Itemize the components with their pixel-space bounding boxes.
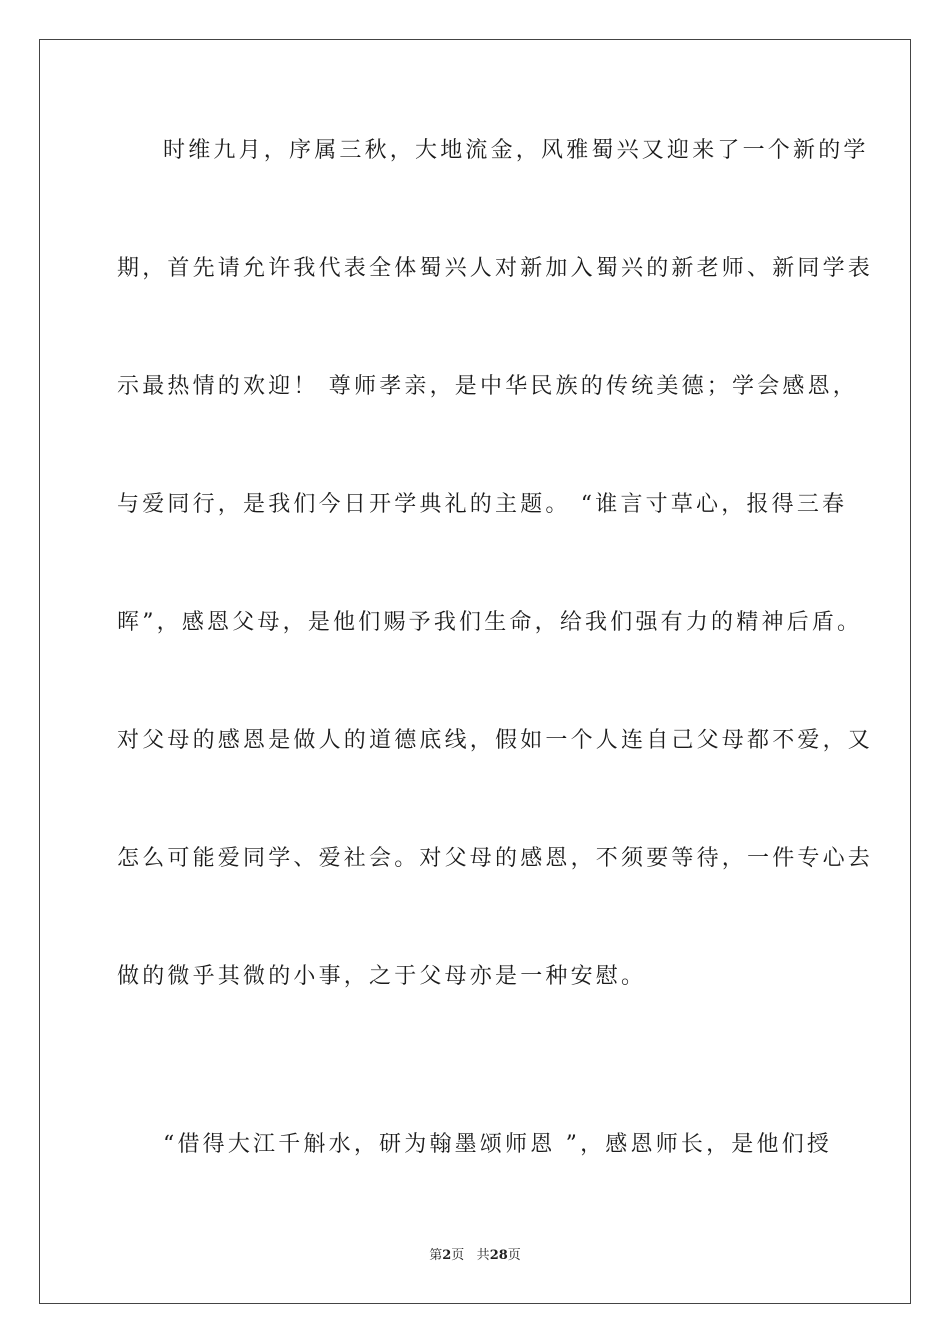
paragraph-line: 做的微乎其微的小事，之于父母亦是一种安慰。: [117, 964, 647, 989]
paragraph-line: 晖”，感恩父母，是他们赐予我们生命，给我们强有力的精神后盾。: [117, 610, 863, 635]
page-border: [39, 39, 911, 1304]
paragraph-line: 期，首先请允许我代表全体蜀兴人对新加入蜀兴的新老师、新同学表: [117, 256, 874, 281]
paragraph-line: “借得大江千斛水，研为翰墨颂师恩 ”，感恩师长，是他们授: [163, 1132, 833, 1157]
total-suffix: 页: [507, 1248, 521, 1263]
page-number: 2: [442, 1248, 452, 1263]
page-footer: [0, 1247, 950, 1265]
paragraph-line: 对父母的感恩是做人的道德底线，假如一个人连自己父母都不爱，又: [117, 728, 874, 753]
page-suffix: 页: [451, 1248, 465, 1263]
paragraph-line: 示最热情的欢迎！ 尊师孝亲，是中华民族的传统美德；学会感恩，: [117, 374, 858, 399]
paragraph-line: 怎么可能爱同学、爱社会。对父母的感恩，不须要等待，一件专心去: [117, 846, 874, 871]
total-prefix: 共: [476, 1248, 490, 1263]
page-prefix: 第: [429, 1248, 443, 1263]
paragraph-line: 时维九月，序属三秋，大地流金，风雅蜀兴又迎来了一个新的学: [163, 138, 869, 163]
total-pages: 28: [489, 1248, 508, 1263]
paragraph-line: 与爱同行，是我们今日开学典礼的主题。 “谁言寸草心，报得三春: [117, 492, 848, 517]
